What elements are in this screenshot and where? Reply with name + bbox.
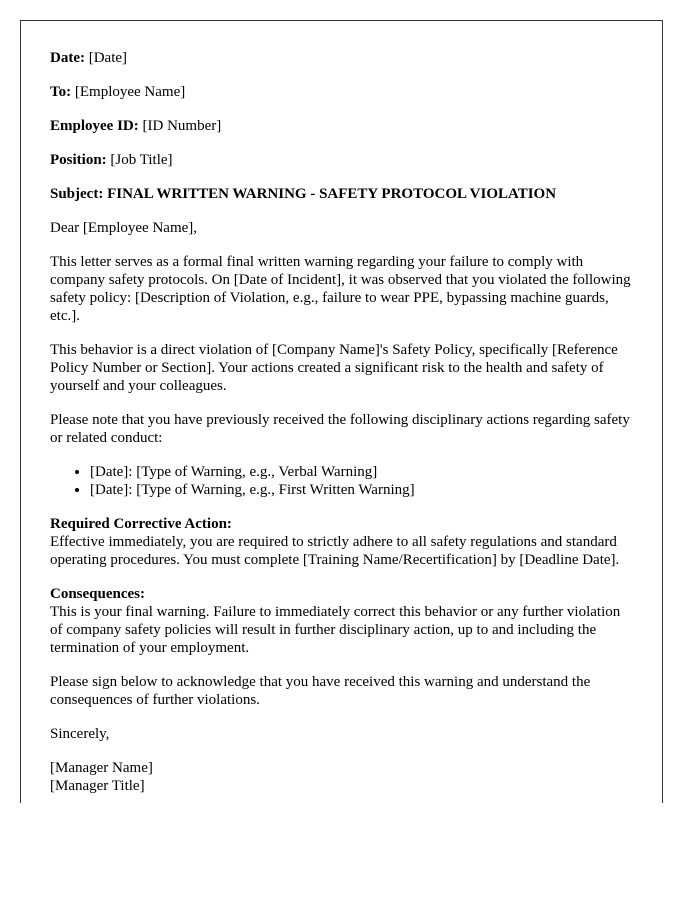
- paragraph-violation: This behavior is a direct violation of [Company Name]'s Safety Policy, specifically [Reference Policy Number or Section]. Your actions created a significant risk to the health and safety of yourself and your colleagues.: [50, 342, 618, 394]
- corrective-action-section: [50, 515, 633, 569]
- manager-name: [Manager Name]: [50, 760, 153, 776]
- position-line: [50, 151, 633, 169]
- list-item: • [Date]: [Type of Warning, e.g., Verbal Warning]: [90, 463, 633, 481]
- corrective-action-text: Effective immediately, you are required to strictly adhere to all safety regulations and standard operating procedures. You must complete [Training Name/Recertification] by [Deadline Date].: [50, 534, 620, 568]
- consequences-section: [50, 585, 633, 657]
- signature-block: [50, 759, 633, 795]
- prior-actions-list: [50, 463, 633, 499]
- to-value: [Employee Name]: [74, 84, 186, 100]
- position-value: [Job Title]: [110, 152, 173, 168]
- list-item: • [Date]: [Type of Warning, e.g., First Written Warning]: [90, 481, 633, 499]
- date-value: [Date]: [88, 50, 128, 66]
- consequences-text: This is your final warning. Failure to immediately correct this behavior or any further violation of company safety policies will result in further disciplinary action, up to and including the termination of your employment.: [50, 604, 621, 656]
- letter-document: [20, 20, 663, 803]
- greeting: Dear [Employee Name],: [50, 220, 198, 236]
- subject-line: [50, 185, 633, 203]
- position-label: Position:: [50, 152, 107, 168]
- to-label: To:: [50, 84, 72, 100]
- date-line: [50, 49, 633, 67]
- employee-id-label: Employee ID:: [50, 118, 139, 134]
- employee-id-line: [50, 117, 633, 135]
- acknowledge-paragraph: Please sign below to acknowledge that you have received this warning and understand the consequences of further violations.: [50, 674, 591, 708]
- consequences-heading: Consequences:: [50, 586, 146, 602]
- to-line: [50, 83, 633, 101]
- paragraph-incident: This letter serves as a formal final written warning regarding your failure to comply with company safety protocols. On [Date of Incident], it was observed that you violated the following safety policy: [Description of Violation, e.g., failure to wear PPE, bypassing machine guards, etc.].: [50, 254, 631, 324]
- closing: Sincerely,: [50, 726, 110, 742]
- employee-id-value: [ID Number]: [142, 118, 222, 134]
- date-label: Date:: [50, 50, 85, 66]
- paragraph-prior-actions: Please note that you have previously received the following disciplinary actions regarding safety or related conduct:: [50, 412, 630, 446]
- corrective-action-heading: Required Corrective Action:: [50, 516, 232, 532]
- manager-title: [Manager Title]: [50, 778, 145, 794]
- subject: Subject: FINAL WRITTEN WARNING - SAFETY PROTOCOL VIOLATION: [50, 186, 557, 202]
